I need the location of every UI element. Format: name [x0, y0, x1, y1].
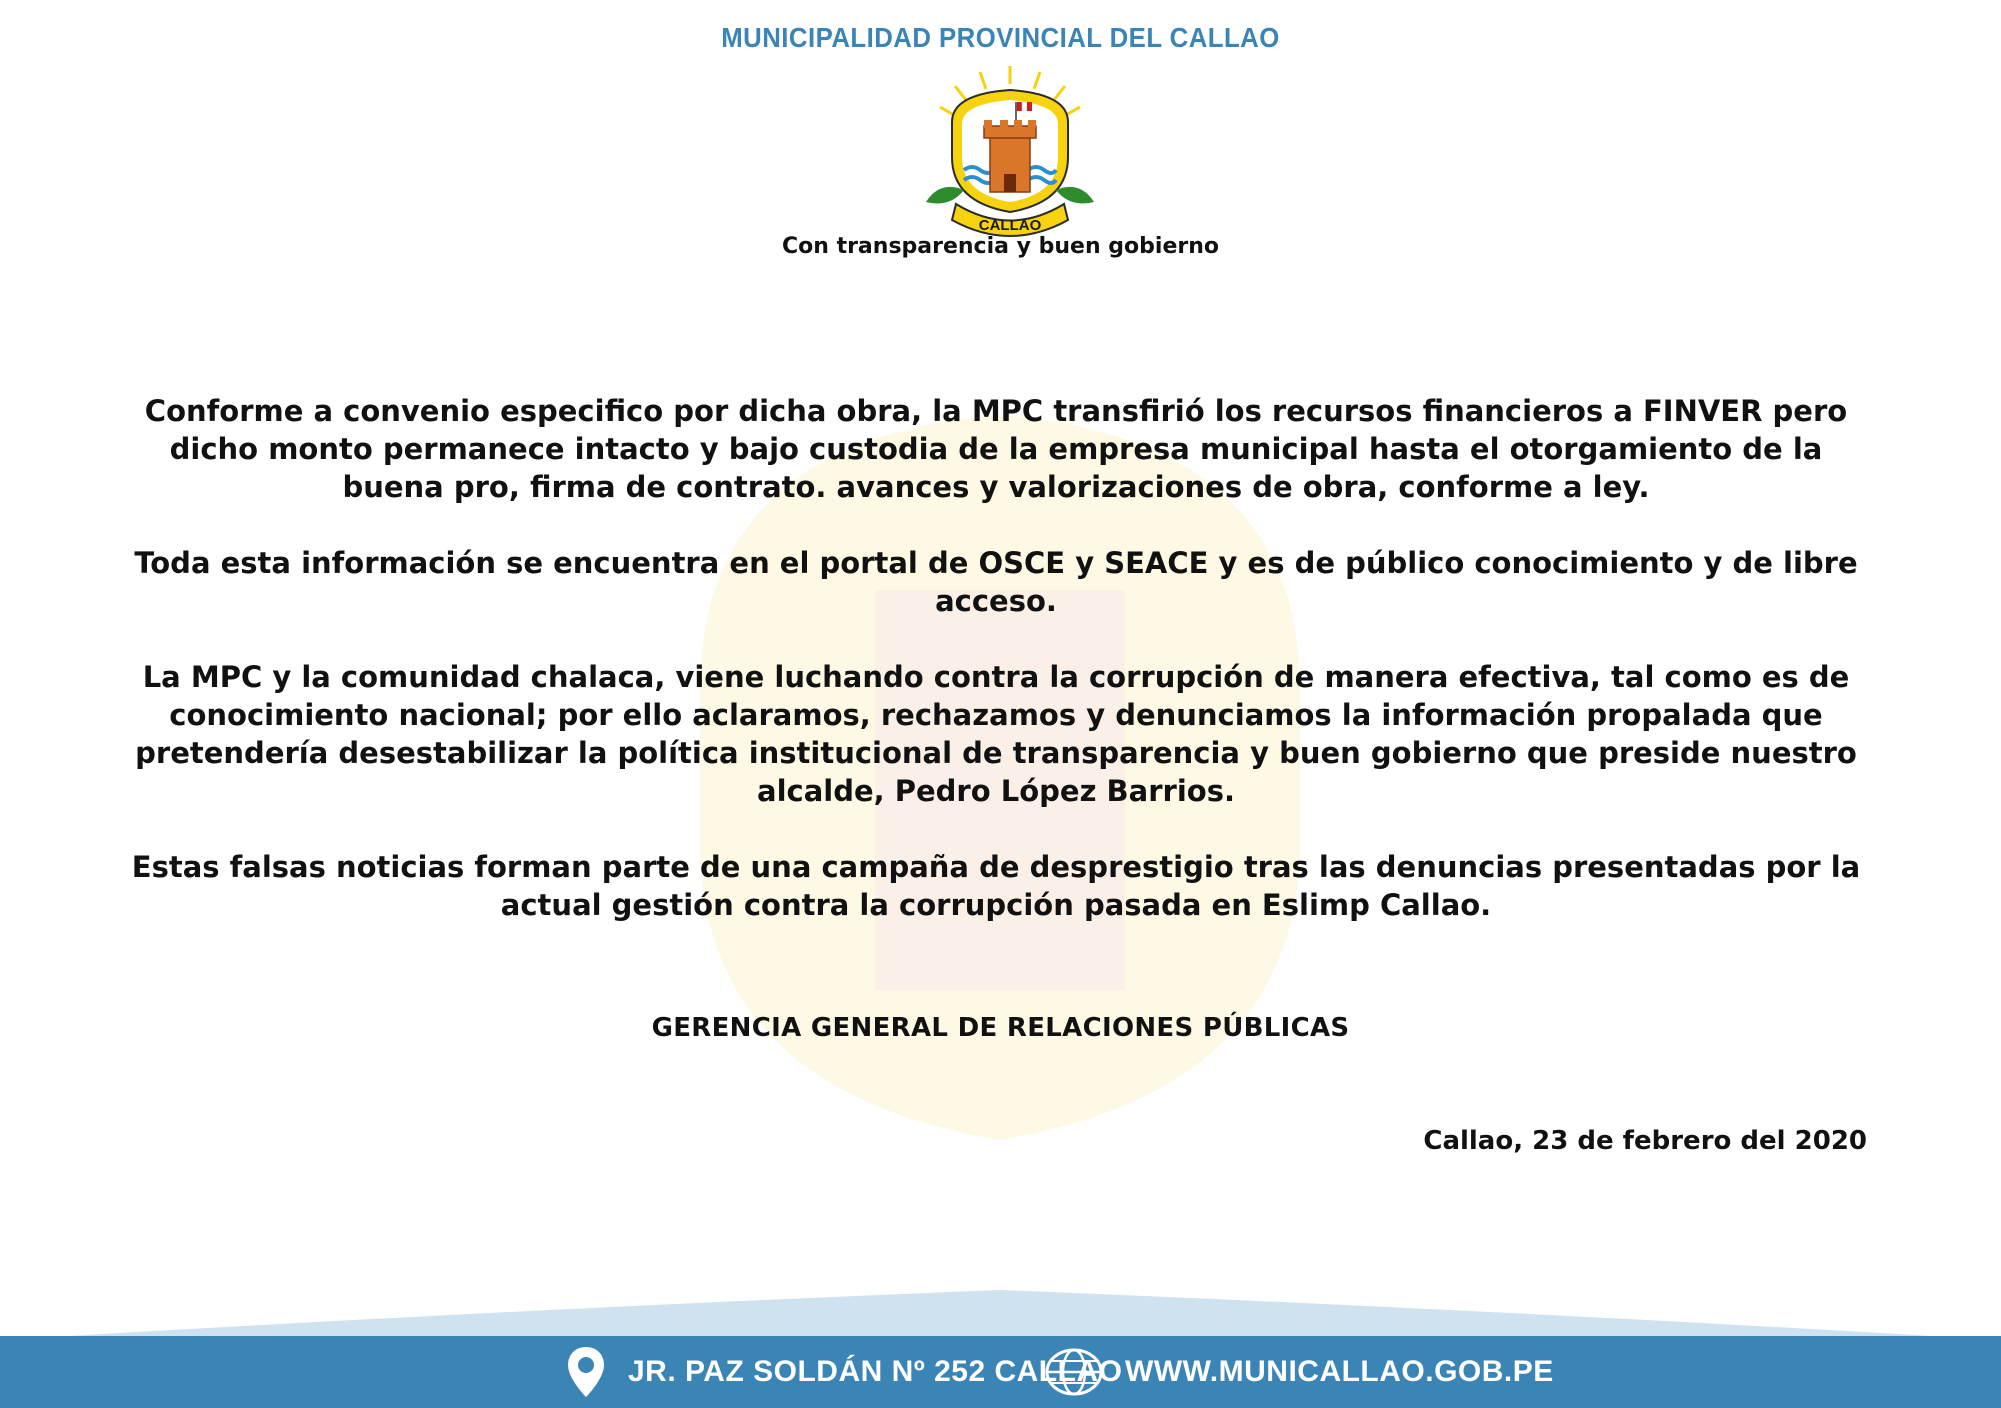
slogan: Con transparencia y buen gobierno — [781, 234, 1219, 259]
footer-website[interactable] — [1045, 1336, 1554, 1408]
paragraph: La MPC y la comunidad chalaca, viene luchando contra la corrupción de manera efectiva, tal como es de conocimiento nacional; por ello aclaramos, rechazamos y denunciamos la información propalada que pretendería desestabilizar la política institucional de transparencia y buen gobierno que preside nuestro alcalde, Pedro López Barrios. — [135, 660, 1857, 808]
footer-address — [566, 1336, 1122, 1408]
paragraph: Estas falsas noticias forman parte de una campaña de desprestigio tras las denuncias presentadas por la actual gestión contra la corrupción pasada en Eslimp Callao. — [131, 850, 1861, 922]
statement-body — [128, 392, 1864, 962]
paragraph: Conforme a convenio especifico por dicha obra, la MPC transfirió los recursos financieros a FINVER pero dicho monto permanece intacto y bajo custodia de la empresa municipal hasta el otorgamiento de la buena pro, firma de contrato. avances y valorizaciones de obra, conforme a ley. — [144, 394, 1848, 504]
location-pin-icon — [566, 1345, 606, 1399]
municipality-title: MUNICIPALIDAD PROVINCIAL DEL CALLAO — [721, 22, 1280, 53]
address-text: JR. PAZ SOLDÁN Nº 252 CALLAO — [628, 1355, 1123, 1388]
issue-date: Callao, 23 de febrero del 2020 — [1423, 1126, 1867, 1156]
callao-crest-logo — [920, 62, 1100, 242]
paragraph: Toda esta información se encuentra en el portal de OSCE y SEACE y es de público conocimiento y de libre acceso. — [134, 546, 1858, 618]
globe-icon — [1045, 1347, 1103, 1397]
svg-text:CALLAO: CALLAO — [978, 217, 1042, 234]
signature-department: GERENCIA GENERAL DE RELACIONES PÚBLICAS — [651, 1013, 1350, 1043]
website-link[interactable]: WWW.MUNICALLAO.GOB.PE — [1125, 1355, 1554, 1388]
